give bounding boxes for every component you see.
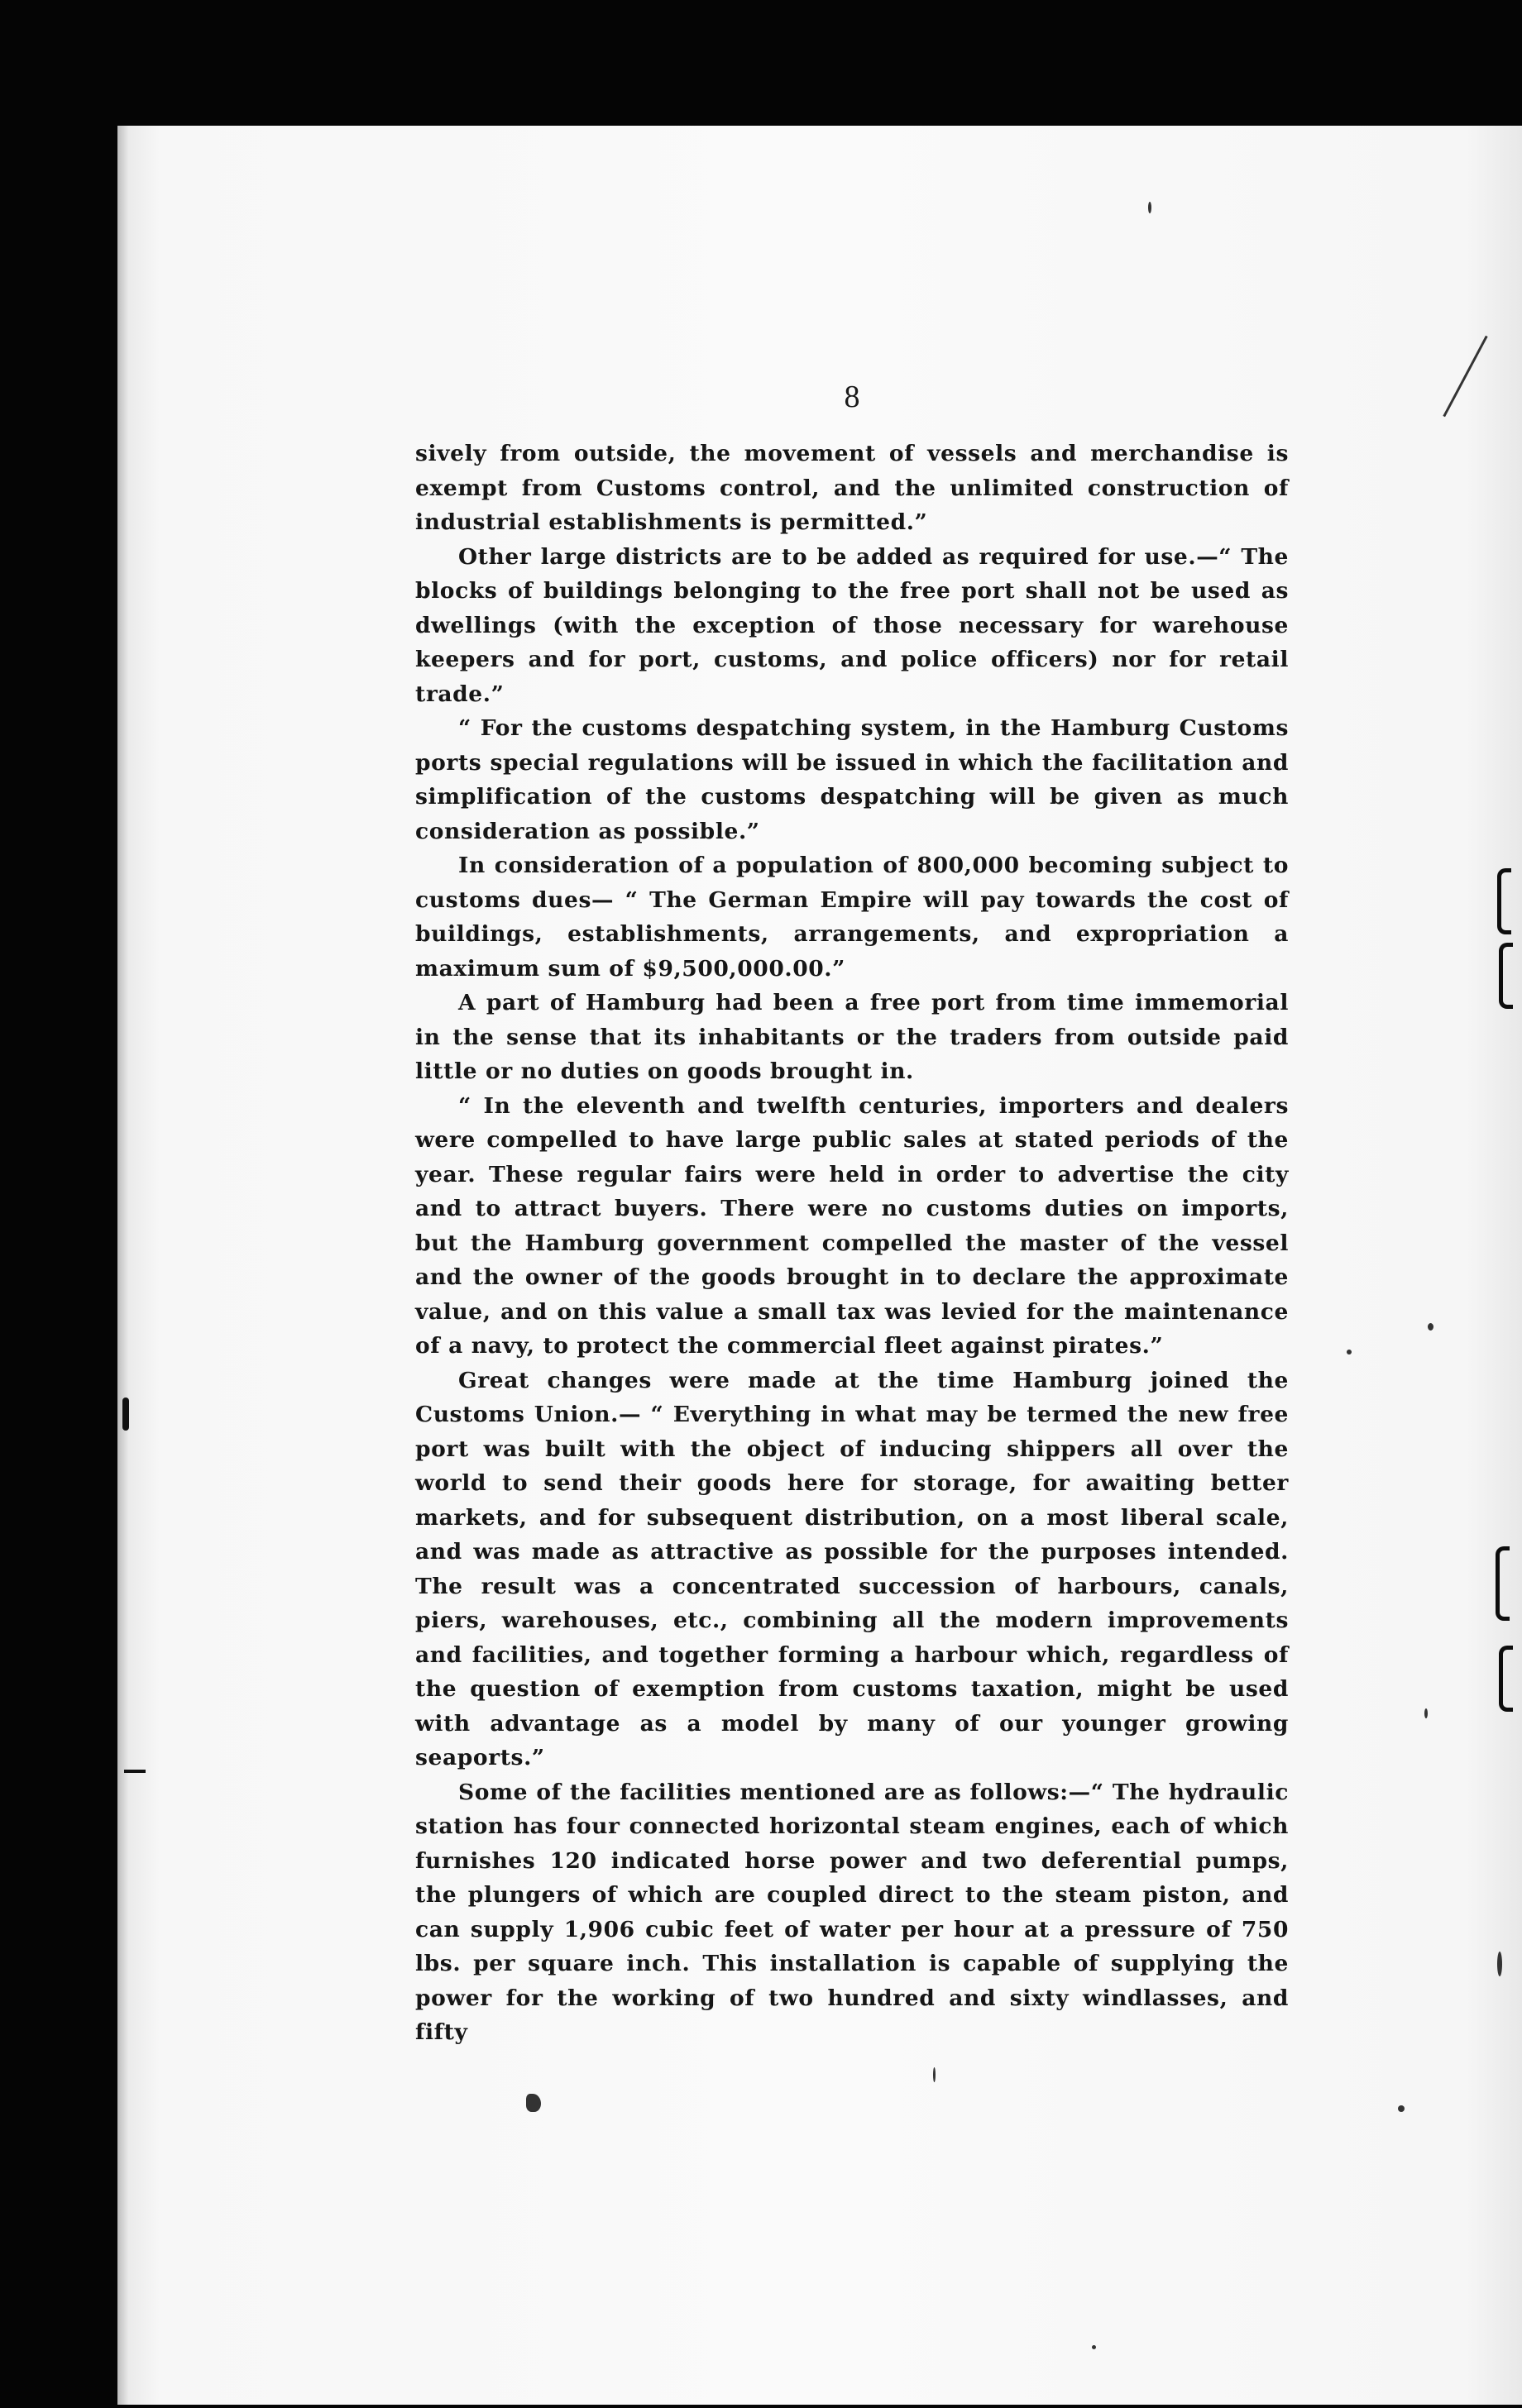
dust-speck bbox=[1428, 1323, 1433, 1331]
paragraph-2: Other large districts are to be added as required for use.—“ The blocks of buildings belonging to the free port shall not be used as dwellings (with the exception of those necessary for warehouse keepers and for port, customs, and police officers) nor for retail trade.” bbox=[415, 543, 1289, 707]
paragraph-3: “ For the customs despatching system, in the Hamburg Customs ports special regulations will be issued in which the facilitation and simplification of the customs despatching will be given as much consideration as possible.” bbox=[415, 715, 1289, 844]
paragraph-1: sively from outside, the movement of vessels and merchandise is exempt from Customs control, and the unlimited construction of industrial establishments is permitted.” bbox=[415, 441, 1289, 535]
left-edge-mark bbox=[124, 1770, 146, 1773]
dust-speck bbox=[1148, 202, 1151, 213]
body-text bbox=[415, 437, 1289, 2050]
dust-speck bbox=[1092, 2345, 1096, 2349]
dust-speck bbox=[1424, 1708, 1428, 1718]
paragraph-8: Some of the facilities mentioned are as follows:—“ The hydraulic station has four connected horizontal steam engines, each of which furnishes 120 indicated horse power and two deferential pumps, the plungers of which are coupled direct to the steam piston, and can supply 1,906 cubic feet of water per hour at a pressure of 750 lbs. per square inch. This installation is capable of supplying the power for the working of two hundred and sixty windlasses, and fifty bbox=[415, 1779, 1289, 2045]
binding-mark bbox=[1499, 943, 1513, 1009]
paragraph-7: Great changes were made at the time Hamburg joined the Customs Union.— “ Everything in what may be termed the new free port was built with the object of inducing shippers all over the world to send their goods here for storage, for awaiting better markets, and for subsequent distribution, on a most liberal scale, and was made as attractive as possible for the purposes intended. The result was a concentrated succession of harbours, canals, piers, warehouses, etc., combining all the modern improvements and facilities, and together forming a harbour which, regardless of the question of exemption from customs taxation, might be used with advantage as a model by many of our younger growing seaports.” bbox=[415, 1367, 1289, 1770]
paragraph-6: “ In the eleventh and twelfth centuries, importers and dealers were compelled to have large public sales at stated periods of the year. These regular fairs were held in order to advertise the city and to attract buyers. There were no customs duties on imports, but the Hamburg government compelled the master of the vessel and the owner of the goods brought in to declare the approximate value, and on this value a small tax was levied for the maintenance of a navy, to protect the commercial fleet against pirates.” bbox=[415, 1092, 1289, 1359]
dust-speck bbox=[1398, 2105, 1405, 2112]
binding-mark bbox=[1497, 868, 1511, 934]
dust-speck bbox=[1347, 1350, 1352, 1354]
dust-speck bbox=[526, 2094, 541, 2112]
dust-speck bbox=[1497, 1952, 1502, 1976]
binding-mark bbox=[1496, 1546, 1510, 1621]
left-edge-mark bbox=[122, 1398, 129, 1431]
paragraph-4: In consideration of a population of 800,000 becoming subject to customs dues— “ The German Empire will pay towards the cost of buildings, establishments, arrangements, and expropriation a maximum sum of $9,500,000.00.” bbox=[415, 853, 1289, 982]
page-number: 8 bbox=[844, 380, 860, 414]
dust-speck bbox=[933, 2067, 936, 2082]
paragraph-5: A part of Hamburg had been a free port from time immemorial in the sense that its inhabitants or the traders from outside paid little or no duties on goods brought in. bbox=[415, 990, 1289, 1084]
binding-mark bbox=[1499, 1646, 1513, 1712]
